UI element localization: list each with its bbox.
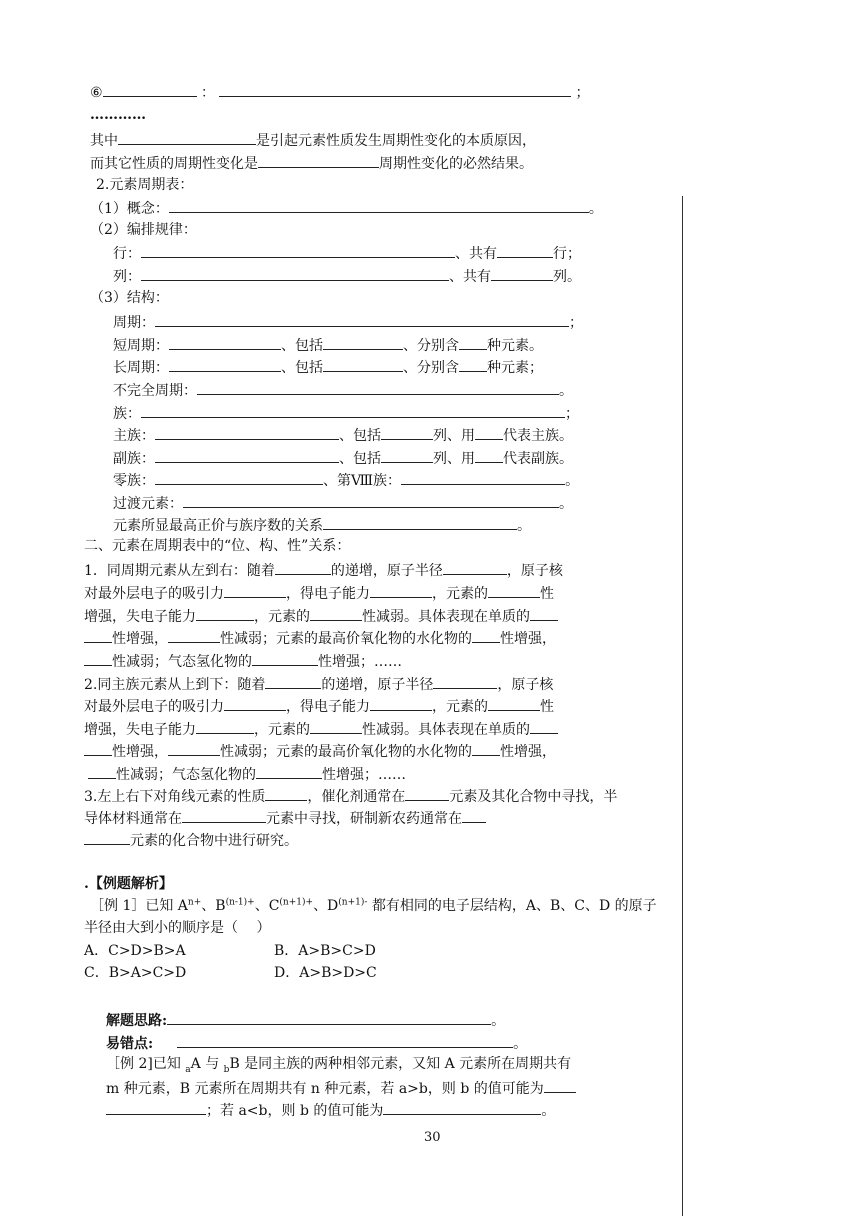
blank[interactable] xyxy=(168,741,220,756)
text: 的递增，原子半径 xyxy=(321,677,434,693)
example-2-line2 xyxy=(106,1078,576,1098)
blank[interactable] xyxy=(141,403,565,418)
blank[interactable] xyxy=(183,493,559,508)
blank[interactable] xyxy=(381,425,433,440)
blank[interactable] xyxy=(84,741,112,756)
blank[interactable] xyxy=(530,606,558,621)
solution-idea-line xyxy=(106,1010,505,1030)
page-number: 30 xyxy=(424,1130,441,1145)
option-a[interactable]: A．C>D>B>A xyxy=(84,943,186,959)
blank[interactable] xyxy=(88,764,116,779)
text: 长周期： xyxy=(113,360,169,376)
text: B 是同主族的两种相邻元素，又知 A 元素所在周期共有 xyxy=(229,1056,572,1072)
text: 、包括 xyxy=(281,338,323,354)
text: 、分别含 xyxy=(403,360,459,376)
text: 元素所显最高正价与族序数的关系 xyxy=(113,518,323,534)
blank[interactable] xyxy=(405,786,449,801)
blank[interactable] xyxy=(323,335,403,350)
text: ，元素的 xyxy=(432,586,488,602)
text: 易错点: xyxy=(106,1036,154,1052)
text: 对最外层电子的吸引力 xyxy=(84,586,224,602)
text: 性减弱；气态氢化物的 xyxy=(116,767,256,783)
blank[interactable] xyxy=(497,243,553,258)
text: 解题思路: xyxy=(106,1013,168,1029)
blank[interactable] xyxy=(475,425,503,440)
superscript: (n-1)+ xyxy=(225,897,255,908)
blank[interactable] xyxy=(381,448,433,463)
superscript: (n+1)+ xyxy=(279,897,314,908)
heading-periodic-table: 2.元素周期表： xyxy=(96,177,194,193)
group-line xyxy=(113,403,579,423)
text: 性增强；…… xyxy=(322,767,406,783)
blank[interactable] xyxy=(118,130,256,145)
text: ，得电子能力 xyxy=(286,699,370,715)
text: 而其它性质的周期性变化是 xyxy=(90,156,258,172)
p1-line4 xyxy=(84,628,556,648)
text: 、包括 xyxy=(339,428,381,444)
blank[interactable] xyxy=(370,583,432,598)
text: 短周期： xyxy=(113,338,169,354)
text: 、C xyxy=(254,898,280,914)
p1-line3 xyxy=(84,606,558,626)
structure-heading: （3）结构： xyxy=(90,290,169,306)
text: 列： xyxy=(113,269,141,285)
blank[interactable] xyxy=(265,674,321,689)
blank[interactable] xyxy=(275,560,331,575)
blank[interactable] xyxy=(459,357,487,372)
text: ； xyxy=(565,406,579,422)
main-group-line xyxy=(113,425,573,445)
option-c[interactable]: C．B>A>C>D xyxy=(84,965,187,981)
text: 元素的化合物中进行研究。 xyxy=(130,833,298,849)
subscript: b xyxy=(223,1064,230,1075)
rows-line xyxy=(113,243,581,263)
zero-group-line xyxy=(113,470,579,490)
blank[interactable] xyxy=(141,243,455,258)
text: 、包括 xyxy=(281,360,323,376)
blank[interactable] xyxy=(196,606,254,621)
text: 。 xyxy=(541,1103,556,1119)
example-1-line2: 半径由大到小的顺序是（ ） xyxy=(84,920,271,936)
text: 种元素； xyxy=(487,360,543,376)
example-2-line1 xyxy=(106,1055,571,1073)
example-2-line3 xyxy=(106,1100,555,1120)
text: 元素中寻找，研制新农药通常在 xyxy=(266,811,462,827)
p3-line3 xyxy=(84,830,298,850)
text: ，原子核 xyxy=(506,563,563,579)
blank[interactable] xyxy=(433,674,497,689)
blank[interactable] xyxy=(84,651,112,666)
text: ； xyxy=(569,315,583,331)
long-period-line xyxy=(113,357,543,377)
blank[interactable] xyxy=(155,312,569,327)
p2-line3 xyxy=(84,719,558,739)
blank[interactable] xyxy=(197,380,559,395)
text: 是引起元素性质发生周期性变化的本质原因， xyxy=(256,133,536,149)
subscript: a xyxy=(185,1064,191,1075)
text: 主族： xyxy=(113,428,155,444)
text: 不完全周期： xyxy=(113,383,197,399)
text: ，元素的 xyxy=(432,699,488,715)
incomplete-period-line xyxy=(113,380,573,400)
text: 对最外层电子的吸引力 xyxy=(84,699,224,715)
columns-line xyxy=(113,266,581,286)
text: 1．同周期元素从左到右：随着 xyxy=(84,563,275,579)
text: 性增强， xyxy=(500,744,556,760)
text: 导体材料通常在 xyxy=(84,811,182,827)
blank[interactable] xyxy=(155,448,339,463)
text: 周期性变化的必然结果。 xyxy=(379,156,533,172)
blank[interactable] xyxy=(491,266,553,281)
blank[interactable] xyxy=(155,425,339,440)
text: 、D xyxy=(313,898,339,914)
text: 性 xyxy=(540,586,554,602)
p3-line1 xyxy=(84,786,617,806)
blank[interactable] xyxy=(323,357,403,372)
blank[interactable] xyxy=(224,696,286,711)
text: 3.左上右下对角线元素的性质 xyxy=(84,789,266,805)
option-b[interactable]: B．A>B>C>D xyxy=(274,943,376,959)
text: 性减弱。具体表现在单质的 xyxy=(362,722,530,738)
option-d[interactable]: D．A>B>D>C xyxy=(274,965,377,981)
concept-line xyxy=(90,198,603,218)
blank[interactable] xyxy=(196,719,254,734)
blank[interactable] xyxy=(256,764,322,779)
blank[interactable] xyxy=(141,266,449,281)
blank[interactable] xyxy=(258,153,379,168)
text-line xyxy=(90,130,536,150)
blank[interactable] xyxy=(155,470,323,485)
text: 性增强；…… xyxy=(318,654,402,670)
text: 性减弱；元素的最高价氧化物的水化物的 xyxy=(220,744,472,760)
text: 增强，失电子能力 xyxy=(84,609,196,625)
blank[interactable] xyxy=(252,651,318,666)
text: 。 xyxy=(559,496,573,512)
text: 周期： xyxy=(113,315,155,331)
text: 性增强， xyxy=(112,744,168,760)
text: ，原子核 xyxy=(497,677,554,693)
text: 副族： xyxy=(113,451,155,467)
blank[interactable] xyxy=(323,515,517,530)
blank[interactable] xyxy=(459,335,487,350)
blank[interactable] xyxy=(472,628,500,643)
text: 、B xyxy=(201,898,226,914)
text: 性增强， xyxy=(500,631,556,647)
blank[interactable] xyxy=(370,696,432,711)
blank[interactable] xyxy=(488,583,540,598)
valence-line xyxy=(113,515,531,535)
blank[interactable] xyxy=(224,583,286,598)
section-2-heading: 二、元素在周期表中的“位、构、性”关系： xyxy=(84,538,351,554)
p3-line2 xyxy=(84,808,486,828)
text: 族： xyxy=(113,406,141,422)
blank[interactable] xyxy=(488,696,540,711)
text: 性减弱；气态氢化物的 xyxy=(112,654,252,670)
text: 过渡元素： xyxy=(113,496,183,512)
blank[interactable] xyxy=(167,1010,491,1025)
blank[interactable] xyxy=(103,82,197,97)
blank[interactable] xyxy=(530,719,558,734)
text: ，得电子能力 xyxy=(286,586,370,602)
text: 。 xyxy=(565,473,580,489)
text: 、共有 xyxy=(455,246,497,262)
text: ［例 1］已知 A xyxy=(90,898,188,914)
ellipsis: ………… xyxy=(90,107,146,123)
text: 、包括 xyxy=(339,451,381,467)
blank[interactable] xyxy=(401,470,565,485)
examples-heading: .【例题解析】 xyxy=(84,876,173,892)
text: ；若 a<b，则 b 的值可能为 xyxy=(206,1103,384,1119)
semicolon: ； xyxy=(575,85,590,101)
margin-rule xyxy=(682,196,683,1216)
text: 零族： xyxy=(113,473,155,489)
sub-group-line xyxy=(113,448,573,468)
blank[interactable] xyxy=(177,1033,513,1048)
text: 行： xyxy=(113,246,141,262)
text: 种元素。 xyxy=(487,338,543,354)
blank[interactable] xyxy=(475,448,503,463)
text: 列、用 xyxy=(433,451,475,467)
p2-line2 xyxy=(84,696,554,716)
text: 性减弱；元素的最高价氧化物的水化物的 xyxy=(220,631,472,647)
p2-line5 xyxy=(88,764,406,784)
p2-line1 xyxy=(84,674,553,694)
error-point-line xyxy=(106,1033,527,1053)
text: 都有相同的电子层结构，A、B、C、D 的原子 xyxy=(367,898,657,914)
text-line xyxy=(90,153,533,173)
blank[interactable] xyxy=(169,357,281,372)
blank-line-6 xyxy=(90,82,589,102)
transition-line xyxy=(113,493,573,513)
text: 、分别含 xyxy=(403,338,459,354)
text: A 与 xyxy=(190,1056,224,1072)
text: 。 xyxy=(588,201,603,217)
p1-line2 xyxy=(84,583,554,603)
text: 、共有 xyxy=(449,269,491,285)
blank[interactable] xyxy=(544,1078,576,1093)
blank[interactable] xyxy=(219,82,571,97)
circled-six: ⑥ xyxy=(90,85,103,101)
text: 。 xyxy=(517,518,531,534)
blank[interactable] xyxy=(106,1100,206,1115)
p1-line5 xyxy=(84,651,402,671)
text: 列、用 xyxy=(433,428,475,444)
text: 其中 xyxy=(90,133,118,149)
p2-line4 xyxy=(84,741,556,761)
blank[interactable] xyxy=(169,335,281,350)
text: 。 xyxy=(559,383,573,399)
superscript: (n+1)- xyxy=(338,897,368,908)
blank[interactable] xyxy=(168,628,220,643)
text: 的递增，原子半径 xyxy=(330,563,443,579)
text: 代表副族。 xyxy=(503,451,573,467)
text: 性减弱。具体表现在单质的 xyxy=(362,609,530,625)
text: ，催化剂通常在 xyxy=(307,789,406,805)
text: 2.同主族元素从上到下：随着 xyxy=(84,677,266,693)
text: ，元素的 xyxy=(254,722,310,738)
text: 。 xyxy=(513,1036,528,1052)
colon: ： xyxy=(201,85,216,101)
text: 列。 xyxy=(553,269,581,285)
short-period-line xyxy=(113,335,543,355)
text: 行； xyxy=(553,246,581,262)
text: （1）概念： xyxy=(90,201,169,217)
blank[interactable] xyxy=(84,628,112,643)
text: 、第Ⅷ族： xyxy=(323,473,402,489)
blank[interactable] xyxy=(383,1100,541,1115)
text: 代表主族。 xyxy=(503,428,573,444)
text: 元素及其化合物中寻找，半 xyxy=(449,789,618,805)
p1-line1 xyxy=(84,560,563,580)
text: m 种元素，B 元素所在周期共有 n 种元素，若 a>b，则 b 的值可能为 xyxy=(106,1081,544,1097)
text: 。 xyxy=(491,1013,506,1029)
text: 性 xyxy=(540,699,554,715)
example-1-line1 xyxy=(90,897,657,915)
text: 性增强， xyxy=(112,631,168,647)
text: ，元素的 xyxy=(254,609,310,625)
superscript: n+ xyxy=(187,897,202,908)
blank[interactable] xyxy=(472,741,500,756)
blank[interactable] xyxy=(169,198,589,213)
blank[interactable] xyxy=(182,808,266,823)
text: ［例 2]已知 xyxy=(106,1056,186,1072)
rules-heading: （2）编排规律： xyxy=(90,222,197,238)
blank[interactable] xyxy=(310,719,362,734)
text: 增强，失电子能力 xyxy=(84,722,196,738)
period-line xyxy=(113,312,583,332)
blank[interactable] xyxy=(462,808,486,823)
blank[interactable] xyxy=(265,786,307,801)
blank[interactable] xyxy=(310,606,362,621)
blank[interactable] xyxy=(443,560,507,575)
blank[interactable] xyxy=(84,830,130,845)
